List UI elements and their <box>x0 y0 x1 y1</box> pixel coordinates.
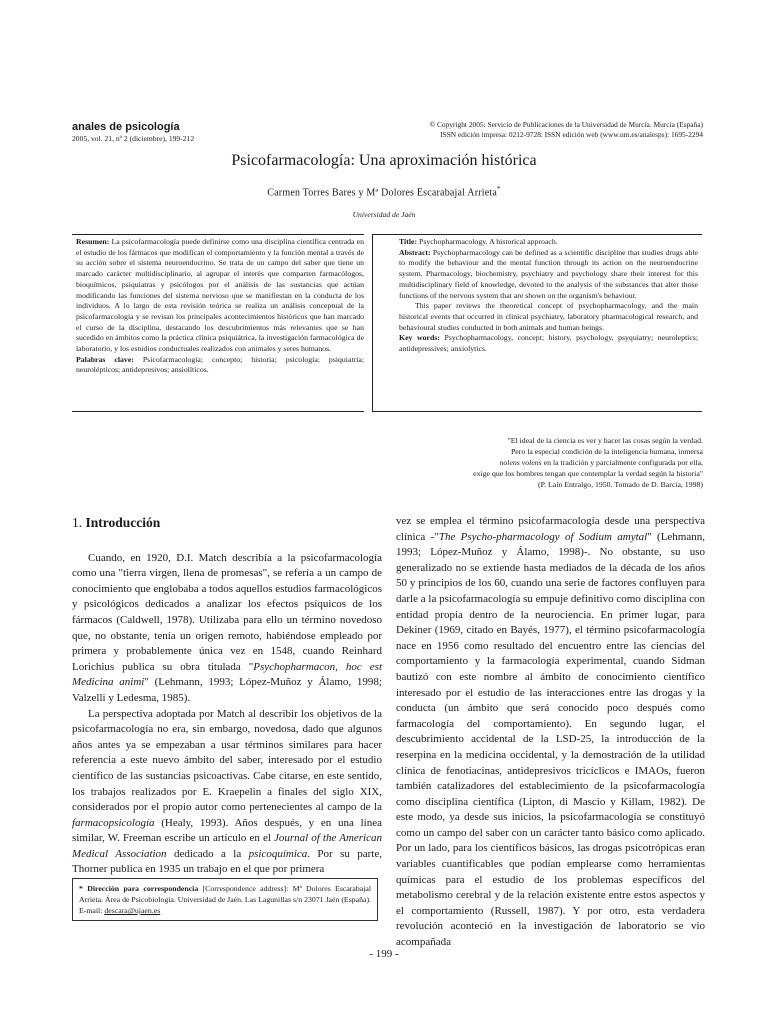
paragraph <box>72 551 382 707</box>
abstract-label: Abstract: <box>399 247 431 257</box>
body-column-left <box>72 515 382 878</box>
epigraph-line: Pero la especial condición de la inteligencia humana, inmersa <box>510 447 703 456</box>
italic-text: psicoquímica <box>248 847 308 860</box>
english-title: Psychopharmacology. A historical approach. <box>419 237 558 246</box>
paragraph <box>72 707 382 879</box>
paragraph-text: dedicado a la <box>166 847 249 860</box>
epigraph-line: "El ideal de la ciencia es ver y hacer las cosas según la verdad. <box>507 436 703 445</box>
italic-text: Psychopharmacon, hoc est Medicina animi <box>72 660 382 689</box>
body-column-right <box>396 514 705 951</box>
italic-text: farmacopsicología <box>72 816 155 829</box>
correspondence-footnote <box>72 878 378 921</box>
article-title: Psicofarmacología: Una aproximación histórica <box>231 152 537 169</box>
paragraph-text: Cuando, en 1920, D.I. Match describía a la psicofarmacología como una "tierra virgen, llena de promesas", se refería a un campo de conocimiento que englobaba a todos aquellos estudios farmacológicos y psicológicos dedicados a analizar los efectos psíquicos de los fármacos (Caldwell, 1978). Utilizaba para ello un término novedoso que, no obstante, tenía un origen remoto, habiéndose empleado por primera y probablemente única vez en 1548, cuando Reinhard Lorichius publica su obra titulada " <box>72 551 382 673</box>
epigraph-line <box>373 457 703 468</box>
abstract-text: Psychopharmacology can be defined as a scientific discipline that studies drugs able to modify the behaviour and the mental function through its action on the neuroendocrine system. Pharmacology, biochemistry, psychiatry and psychology share their interest for this multidisciplinary field of knowledge, devoted to the analysis of the substances that alter those functions of the nervous system that are shown on the organism's behaviour. <box>399 247 698 300</box>
authors-names: Carmen Torres Bares y Mª Dolores Escarabajal Arrieta <box>267 187 497 199</box>
article-authors <box>0 185 768 198</box>
abstract-text-2: This paper reviews the theoretical concept of psychopharmacology, and the main historical events that occurred in clinical psychiatry, laboratory pharmacological research, and behavioural studies conducted in both animals and human beings. <box>399 301 698 332</box>
abstract-text: La psicofarmacología puede definirse como una disciplina científica centrada en el estudio de los fármacos que modifican el comportamiento y la función mental a través de su acción sobre el sistema neuroendocrino. Se trata de un campo del saber que tiene un marcado carácter multidisciplinario, al agrupar el interés que comparten farmacólogos, bioquímicos, psiquiatras y psicólogos por el análisis de las sustancias que actúan modificando las funciones del sistema nervioso que se manifiestan en la conducta de los individuos. A lo largo de esta revisión teórica se realiza un análisis conceptual de la psicofarmacología y se revisan los principales acontecimientos históricos que han marcado el curso de la disciplina, destacando los descubrimientos más relevantes que se han sucedido en ámbitos como la práctica clínica psiquiátrica, la investigación farmacológica de laboratorio, y los estudios conductuales realizados con animales y seres humanos. <box>76 237 365 354</box>
page-number: - 199 - <box>369 948 399 960</box>
paragraph-text: " (Lehmann, 1993; López-Muñoz y Álamo, 1998; Valzelli y Ledesma, 1985). <box>72 676 382 704</box>
email-link[interactable]: descara@ujaen.es <box>104 906 161 915</box>
author-mark: * <box>497 185 501 193</box>
paragraph <box>396 514 705 951</box>
section-number: 1. <box>72 515 83 530</box>
author-affiliation: Universidad de Jaén <box>352 210 416 219</box>
keywords-text: Psicofarmacología; concepto; historia; psicología; psiquiatría; neurolépticos; antidepresivos; ansiolíticos. <box>76 354 364 375</box>
section-heading <box>72 515 382 531</box>
footnote-label: * Dirección para correspondencia <box>79 884 199 893</box>
epigraph <box>373 435 703 490</box>
epigraph-italic: nolens volens <box>499 458 542 467</box>
issn-line: ISSN edición impresa: 0212-9728. ISSN edición web (www.um.es/analesps): 1695-2294 <box>440 130 703 139</box>
copyright-line: © Copyright 2005: Servicio de Publicaciones de la Universidad de Murcia. Murcia (España) <box>429 120 703 129</box>
abstract-english <box>372 234 702 412</box>
keywords-text: Psychopharmacology, concept; history, psychology, psyquiatry; neuroleptics; antidepressives; anxiolytics. <box>399 333 698 354</box>
journal-issue: 2005, vol. 21, nº 2 (diciembre), 199-212 <box>72 134 195 143</box>
keywords-label: Palabras clave: <box>76 354 134 364</box>
abstract-label: Resumen: <box>76 237 110 246</box>
copyright-notice <box>430 120 703 140</box>
epigraph-text: en la tradición y parcialmente configurada por ella, <box>541 458 703 467</box>
paragraph-text: vez se emplea el término psicofarmacología desde una perspectiva clínica -" <box>396 515 705 543</box>
footnote-text: [Correspondence address]: Mª Dolores Escarabajal Arrieta. Área de Psicobiología. Universidad de Jaén. Las Lagunillas s/n 23071 Jaén (España). E-mail: <box>79 884 371 915</box>
paragraph-text: (Healy, 1993). Años después, y en una línea similar, W. Freeman escribe un artículo en el <box>72 816 382 845</box>
paragraph-text: . Por su parte, Thorner publica en 1935 un trabajo en el que por primera <box>72 847 382 876</box>
paragraph-text: " (Lehmann, 1993; López-Muñoz y Álamo, 1998)-. No obstante, su uso generalizado no se extiende hasta mediados de la década de los años 50 y principios de los 60, cuando una serie de factores confluyen para darle a la psicofarmacología su empuje definitivo como disciplina con entidad propia dentro de la neurociencia. En primer lugar, para Dekiner (1969, citado en Bayés, 1977), el término psicofarmacología nace en 1956 como resultado del encuentro entre las ciencias del comportamiento y la farmacología experimental, cuando Sidman bautizó con este nombre al ámbito de conocimiento científico interesado por el estudio de las interacciones entre las drogas y la conducta (un ámbito que será conocido poco después como farmacología del comportamiento). En segundo lugar, el descubrimiento accidental de la LSD-25, la introducción de la reserpina en la medicina occidental, y la demostración de la utilidad clínica de fenotiacinas, antidepresivos tricíclicos e IMAOs, fueron también catalizadores del establecimiento de la psicofarmacología como disciplina científica (Lipton, di Mascio y Killam, 1982). De este modo, ya desde sus inicios, la psicofarmacología se constituyó como un campo del saber con un carácter tanto básico como aplicado. Por un lado, para los científicos básicos, las drogas psicotrópicas eran variables cuantificables que podían emplearse como herramientas químicas para el estudio de los problemas específicos del metabolismo cerebral y de la relación existente entre estos aspectos y el comportamiento (Russell, 1987). Y por otro, esta verdadera revolución aconteció en la investigación de laboratorio se vio acompañada <box>396 530 705 949</box>
title-label: Title: <box>399 237 418 246</box>
keywords-label: Key words: <box>399 333 440 343</box>
italic-text: The Psycho-pharmacology of Sodium amytal <box>438 530 648 543</box>
section-title: Introducción <box>85 515 161 530</box>
abstract-spanish <box>72 234 364 412</box>
paragraph-text: La perspectiva adoptada por Match al describir los objetivos de la psicofarmacología no era, sin embargo, novedosa, dado que algunos años antes ya se empezaban a usar términos similares para hacer referencia a este nuevo ámbito del saber, interesado por el estudio científico de las sustancias psicoactivas. Cabe citarse, en este sentido, los trabajos realizados por E. Kraepelin a finales del siglo XIX, considerados por el propio autor como pertenecientes al campo de la <box>72 707 382 814</box>
journal-name: anales de psicología <box>72 121 180 133</box>
epigraph-source: (P. Laín Entralgo, 1950. Tomado de D. Barcia, 1998) <box>538 480 703 489</box>
epigraph-line: exige que los hombres tengan que contemplar la verdad según la historia" <box>473 469 703 478</box>
italic-text: Journal of the American Medical Association <box>72 832 382 860</box>
